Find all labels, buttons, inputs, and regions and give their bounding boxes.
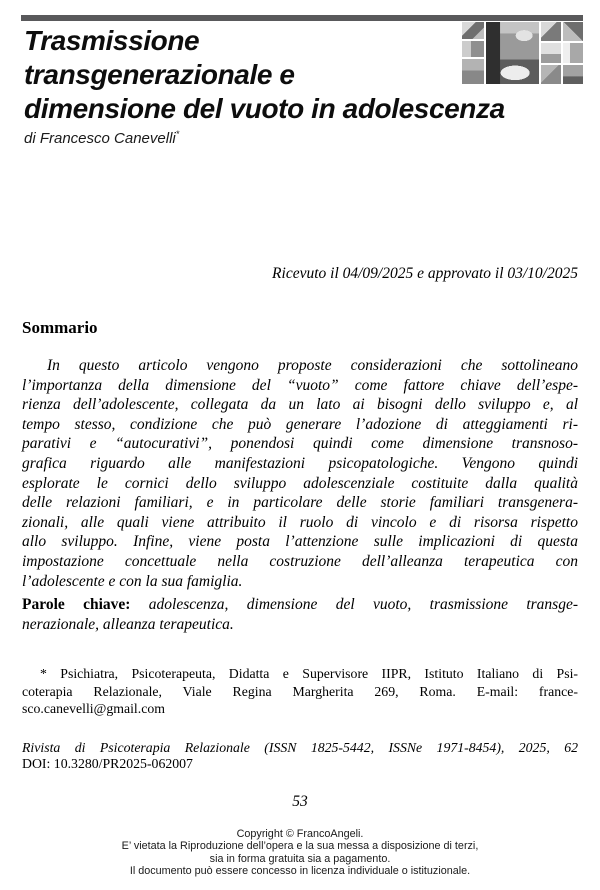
collage-photo: [462, 41, 484, 57]
abstract-text: [22, 356, 578, 591]
author-affiliation-footnote: [22, 665, 578, 718]
page-number: 53: [292, 793, 308, 810]
keywords-block: [22, 595, 578, 635]
header-rule: [21, 15, 583, 21]
text-line: transgenerazionale e: [24, 59, 295, 90]
text-line: * Psichiatra, Psicoterapeuta, Didatta e Supervisore IIPR, Istituto Italiano di Psi-: [40, 666, 578, 681]
collage-photo: [541, 43, 561, 62]
journal-citation: Rivista di Psicoterapia Relazionale (ISSN 1825-5442, ISSNe 1971-8454), 2025, 62: [22, 740, 578, 755]
keywords-label: Parole chiave:: [22, 596, 131, 613]
text-line: Copyright © FrancoAngeli.: [236, 828, 364, 840]
collage-photo: [541, 22, 561, 41]
keywords-text: adolescenza, dimensione del vuoto, trasmissione transge-: [148, 596, 579, 613]
text-line: esplorate le cornici dello sviluppo adolescenziale costituite dalla qualità: [22, 474, 578, 492]
text-line: allo sviluppo. Infine, viene posta l’attenzione sulle implicazioni di questa: [22, 533, 578, 551]
photo-collage-thumbnail-image: [462, 22, 583, 84]
collage-photo: [541, 65, 561, 84]
journal-citation-block: [22, 740, 578, 772]
author-name: di Francesco Canevelli: [24, 130, 176, 147]
collage-photo: [563, 22, 583, 41]
collage-left-strip: [462, 22, 484, 84]
text-line: sco.canevelli@gmail.com: [22, 701, 165, 717]
text-line: delle relazioni familiari, e in particolare delle storie familiari transgenera-: [22, 494, 578, 512]
copyright-footer: [0, 828, 600, 878]
article-title: [24, 24, 505, 126]
collage-photo: [563, 43, 583, 62]
collage-photo: [462, 59, 484, 84]
abstract-heading: Sommario: [22, 318, 98, 337]
keywords-line: [22, 595, 578, 615]
text-line: coterapia Relazionale, Viale Regina Margherita 269, Roma. E-mail: france-: [22, 683, 578, 699]
text-line: Trasmissione: [24, 25, 200, 56]
text-line: impostazione concettuale nella costruzione dell’alleanza terapeutica con: [22, 552, 578, 570]
doi-line: DOI: 10.3280/PR2025-062007: [22, 755, 193, 771]
text-line: l’importanza della dimensione del “vuoto” come fattore chiave dell’espe-: [22, 376, 578, 394]
author-byline: [24, 129, 179, 147]
text-line: zionali, alle quali viene attribuito il ruolo di vincolo e di risorsa rispetto: [22, 513, 578, 531]
text-line: l’adolescente e con la sua famiglia.: [22, 572, 243, 590]
text-line: Il documento può essere concesso in licenza individuale o istituzionale.: [129, 865, 471, 878]
text-line: parativi e “autocurativi”, ponendosi quindi come dimensione transnoso-: [22, 435, 578, 453]
keywords-line: nerazionale, alleanza terapeutica.: [22, 615, 234, 633]
text-line: In questo articolo vengono proposte considerazioni che sottolineano: [47, 357, 578, 374]
received-approved-note: Ricevuto il 04/09/2025 e approvato il 03/10/2025: [272, 265, 578, 282]
text-line: dimensione del vuoto in adolescenza: [24, 93, 505, 124]
author-footnote-mark: *: [175, 129, 180, 139]
collage-center-photo: [486, 22, 539, 84]
collage-photo: [563, 65, 583, 84]
text-line: sia in forma gratuita sia a pagamento.: [209, 852, 391, 865]
collage-photo: [462, 22, 484, 39]
text-line: tempo stesso, condizione che può generare l’adozione di atteggiamenti ri-: [22, 415, 578, 433]
collage-right-grid: [541, 22, 583, 84]
text-line: rienza dell’adolescente, collegata da un lato ai bisogni dello sviluppo e, al: [22, 396, 578, 414]
text-line: grafica riguardo alle manifestazioni psicopatologiche. Vengono quindi: [22, 454, 578, 472]
text-line: E’ vietata la Riproduzione dell’opera e la sua messa a disposizione di terzi,: [121, 840, 479, 853]
